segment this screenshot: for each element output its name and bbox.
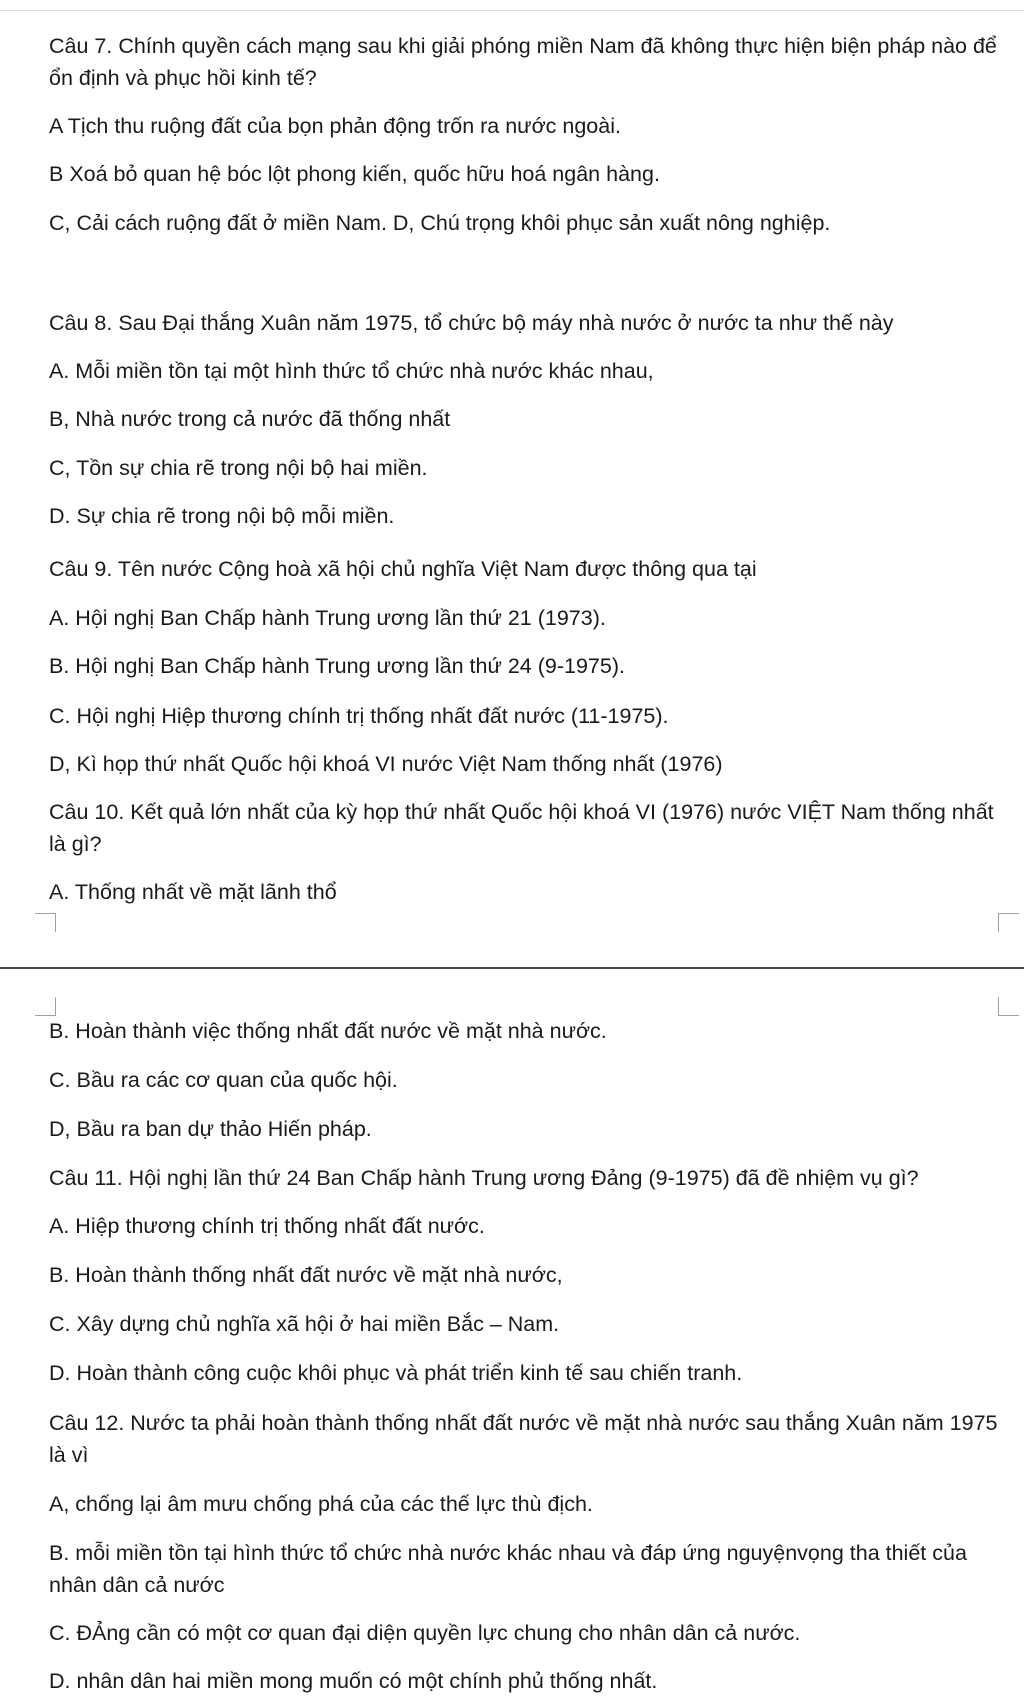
page-divider [0,967,1024,969]
q11-option-a: A. Hiệp thương chính trị thống nhất đất nước. [49,1214,485,1238]
crop-mark-top-left [35,913,56,932]
q9-option-c: C. Hội nghị Hiệp thương chính trị thống nhất đất nước (11-1975). [49,704,669,728]
q12-question: Câu 12. Nước ta phải hoàn thành thống nhất đất nước về mặt nhà nước sau thắng Xuân năm 1975 là vì [49,1411,998,1467]
q12-option-d: D. nhân dân hai miền mong muốn có một chính phủ thống nhất. [49,1669,658,1693]
q10-option-a: A. Thống nhất về mặt lãnh thổ [49,880,337,904]
q8-option-c: C, Tồn sự chia rẽ trong nội bộ hai miền. [49,456,428,480]
q9-option-d: D, Kì họp thứ nhất Quốc hội khoá VI nước Việt Nam thống nhất (1976) [49,752,723,776]
q11-option-d: D. Hoàn thành công cuộc khôi phục và phát triển kinh tế sau chiến tranh. [49,1361,743,1385]
top-border [0,10,1024,11]
q8-option-b: B, Nhà nước trong cả nước đã thống nhất [49,407,451,431]
q10-question: Câu 10. Kết quả lớn nhất của kỳ họp thứ nhất Quốc hội khoá VI (1976) nước VIỆT Nam thống nhất là gì? [49,800,994,856]
q7-option-c-d: C, Cải cách ruộng đất ở miền Nam. D, Chú trọng khôi phục sản xuất nông nghiệp. [49,211,831,235]
crop-mark-bottom-left [35,997,56,1016]
q10-option-d: D, Bầu ra ban dự thảo Hiến pháp. [49,1117,372,1141]
q9-question: Câu 9. Tên nước Cộng hoà xã hội chủ nghĩa Việt Nam được thông qua tại [49,557,757,581]
q9-option-a: A. Hội nghị Ban Chấp hành Trung ương lần thứ 21 (1973). [49,606,606,630]
q10-option-c: C. Bầu ra các cơ quan của quốc hội. [49,1068,398,1092]
q12-option-c: C. ĐẢng cần có một cơ quan đại diện quyền lực chung cho nhân dân cả nước. [49,1621,801,1645]
q12-option-b: B. mỗi miền tồn tại hình thức tổ chức nhà nước khác nhau và đáp ứng nguyệnvọng tha thiết của nhân dân cả nước [49,1541,967,1597]
crop-mark-top-right [998,913,1019,932]
q7-option-b: B Xoá bỏ quan hệ bóc lột phong kiến, quốc hữu hoá ngân hàng. [49,162,660,186]
q10-option-b: B. Hoàn thành việc thống nhất đất nước về mặt nhà nước. [49,1019,607,1043]
q12-option-a: A, chống lại âm mưu chống phá của các thế lực thù địch. [49,1492,593,1516]
q11-question: Câu 11. Hội nghị lần thứ 24 Ban Chấp hành Trung ương Đảng (9-1975) đã đề nhiệm vụ gì? [49,1166,919,1190]
crop-mark-bottom-right [998,997,1019,1016]
q8-option-a: A. Mỗi miền tồn tại một hình thức tổ chức nhà nước khác nhau, [49,359,654,383]
q11-option-c: C. Xây dựng chủ nghĩa xã hội ở hai miền Bắc – Nam. [49,1312,560,1336]
q7-question: Câu 7. Chính quyền cách mạng sau khi giải phóng miền Nam đã không thực hiện biện pháp nào để ổn định và phục hồi kinh tế? [49,34,997,90]
q11-option-b: B. Hoàn thành thống nhất đất nước về mặt nhà nước, [49,1263,563,1287]
q8-option-d: D. Sự chia rẽ trong nội bộ mỗi miền. [49,504,395,528]
q8-question: Câu 8. Sau Đại thắng Xuân năm 1975, tổ chức bộ máy nhà nước ở nước ta như thế này [49,311,894,335]
q9-option-b: B. Hội nghị Ban Chấp hành Trung ương lần thứ 24 (9-1975). [49,654,625,678]
q7-option-a: A Tịch thu ruộng đất của bọn phản động trốn ra nước ngoài. [49,114,621,138]
